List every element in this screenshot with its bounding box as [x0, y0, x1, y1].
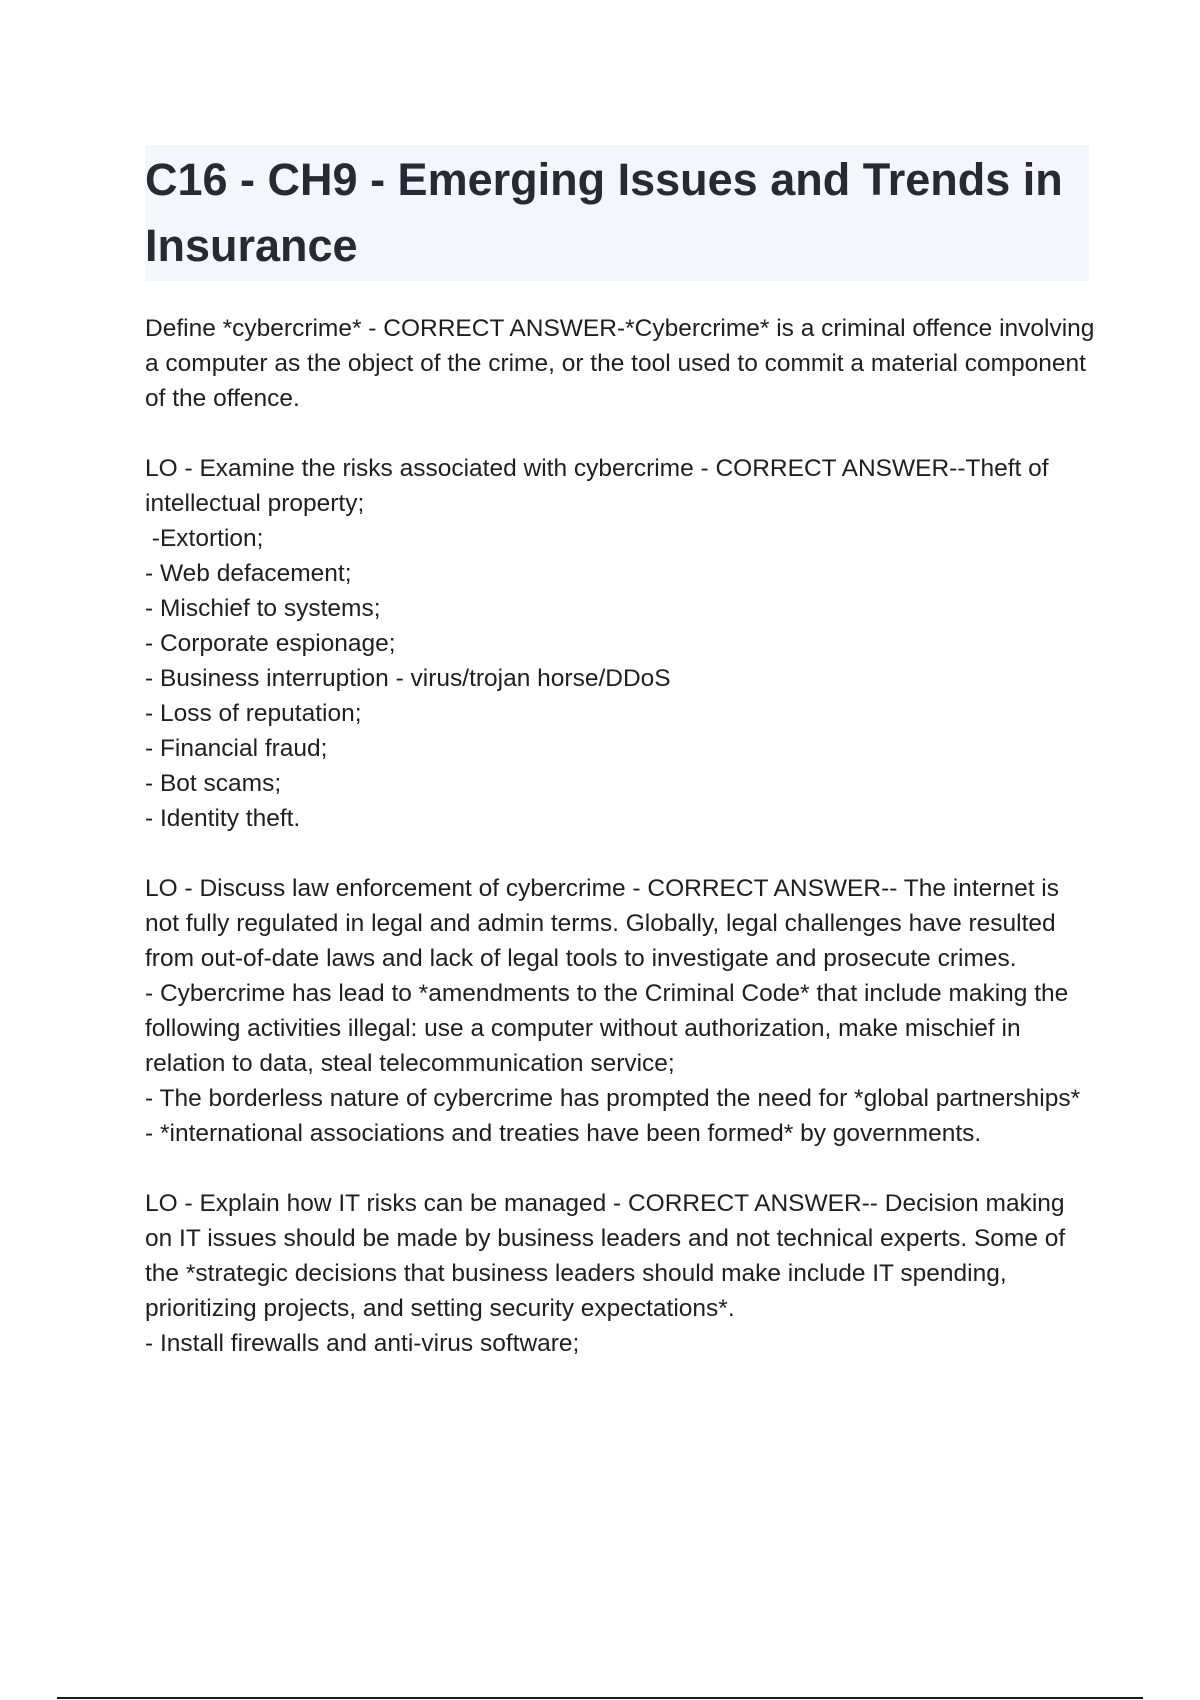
list-item: - Mischief to systems;: [145, 595, 381, 622]
document-title: C16 - CH9 - Emerging Issues and Trends in Insurance: [145, 154, 1063, 271]
list-item: - Business interruption - virus/trojan horse/DDoS: [145, 665, 671, 692]
risk-list: [145, 521, 1095, 836]
qa-entry-it-risk-management: [145, 1186, 1095, 1361]
qa-paragraph: - Cybercrime has lead to *amendments to the Criminal Code* that include making the following activities illegal: use a computer without authorization, make mischief in relation to data, steal telecommunication service;: [145, 980, 1069, 1077]
list-item: - Bot scams;: [145, 770, 282, 797]
qa-paragraph: LO - Examine the risks associated with cybercrime - CORRECT ANSWER--Theft of intellectual property;: [145, 455, 1049, 517]
list-item: - Corporate espionage;: [145, 630, 396, 657]
qa-paragraph: Define *cybercrime* - CORRECT ANSWER-*Cybercrime* is a criminal offence involving a computer as the object of the crime, or the tool used to commit a material component of the offence.: [145, 315, 1095, 412]
qa-entry-law-enforcement: [145, 871, 1095, 1151]
qa-entry-cybercrime-definition: [145, 311, 1095, 416]
list-item: - Identity theft.: [145, 805, 301, 832]
qa-paragraph: LO - Explain how IT risks can be managed - CORRECT ANSWER-- Decision making on IT issues should be made by business leaders and not technical experts. Some of the *strategic decisions that business leaders should make include IT spending, prioritizing projects, and setting security expectations*.: [145, 1190, 1066, 1322]
qa-paragraph: - The borderless nature of cybercrime has prompted the need for *global partnerships* - *international associations and treaties have been formed* by governments.: [145, 1085, 1081, 1147]
list-item: - Loss of reputation;: [145, 700, 362, 727]
footer-divider: [57, 1697, 1143, 1699]
qa-paragraph: - Install firewalls and anti-virus software;: [145, 1330, 580, 1357]
qa-content: [145, 311, 1095, 1396]
title-banner: [145, 145, 1089, 281]
list-item: - Financial fraud;: [145, 735, 328, 762]
list-item: -Extortion;: [145, 525, 264, 552]
list-item: - Web defacement;: [145, 560, 352, 587]
qa-paragraph: LO - Discuss law enforcement of cybercrime - CORRECT ANSWER-- The internet is not fully regulated in legal and admin terms. Globally, legal challenges have resulted from out-of-date laws and lack of legal tools to investigate and prosecute crimes.: [145, 875, 1060, 972]
qa-entry-cybercrime-risks: [145, 451, 1095, 836]
